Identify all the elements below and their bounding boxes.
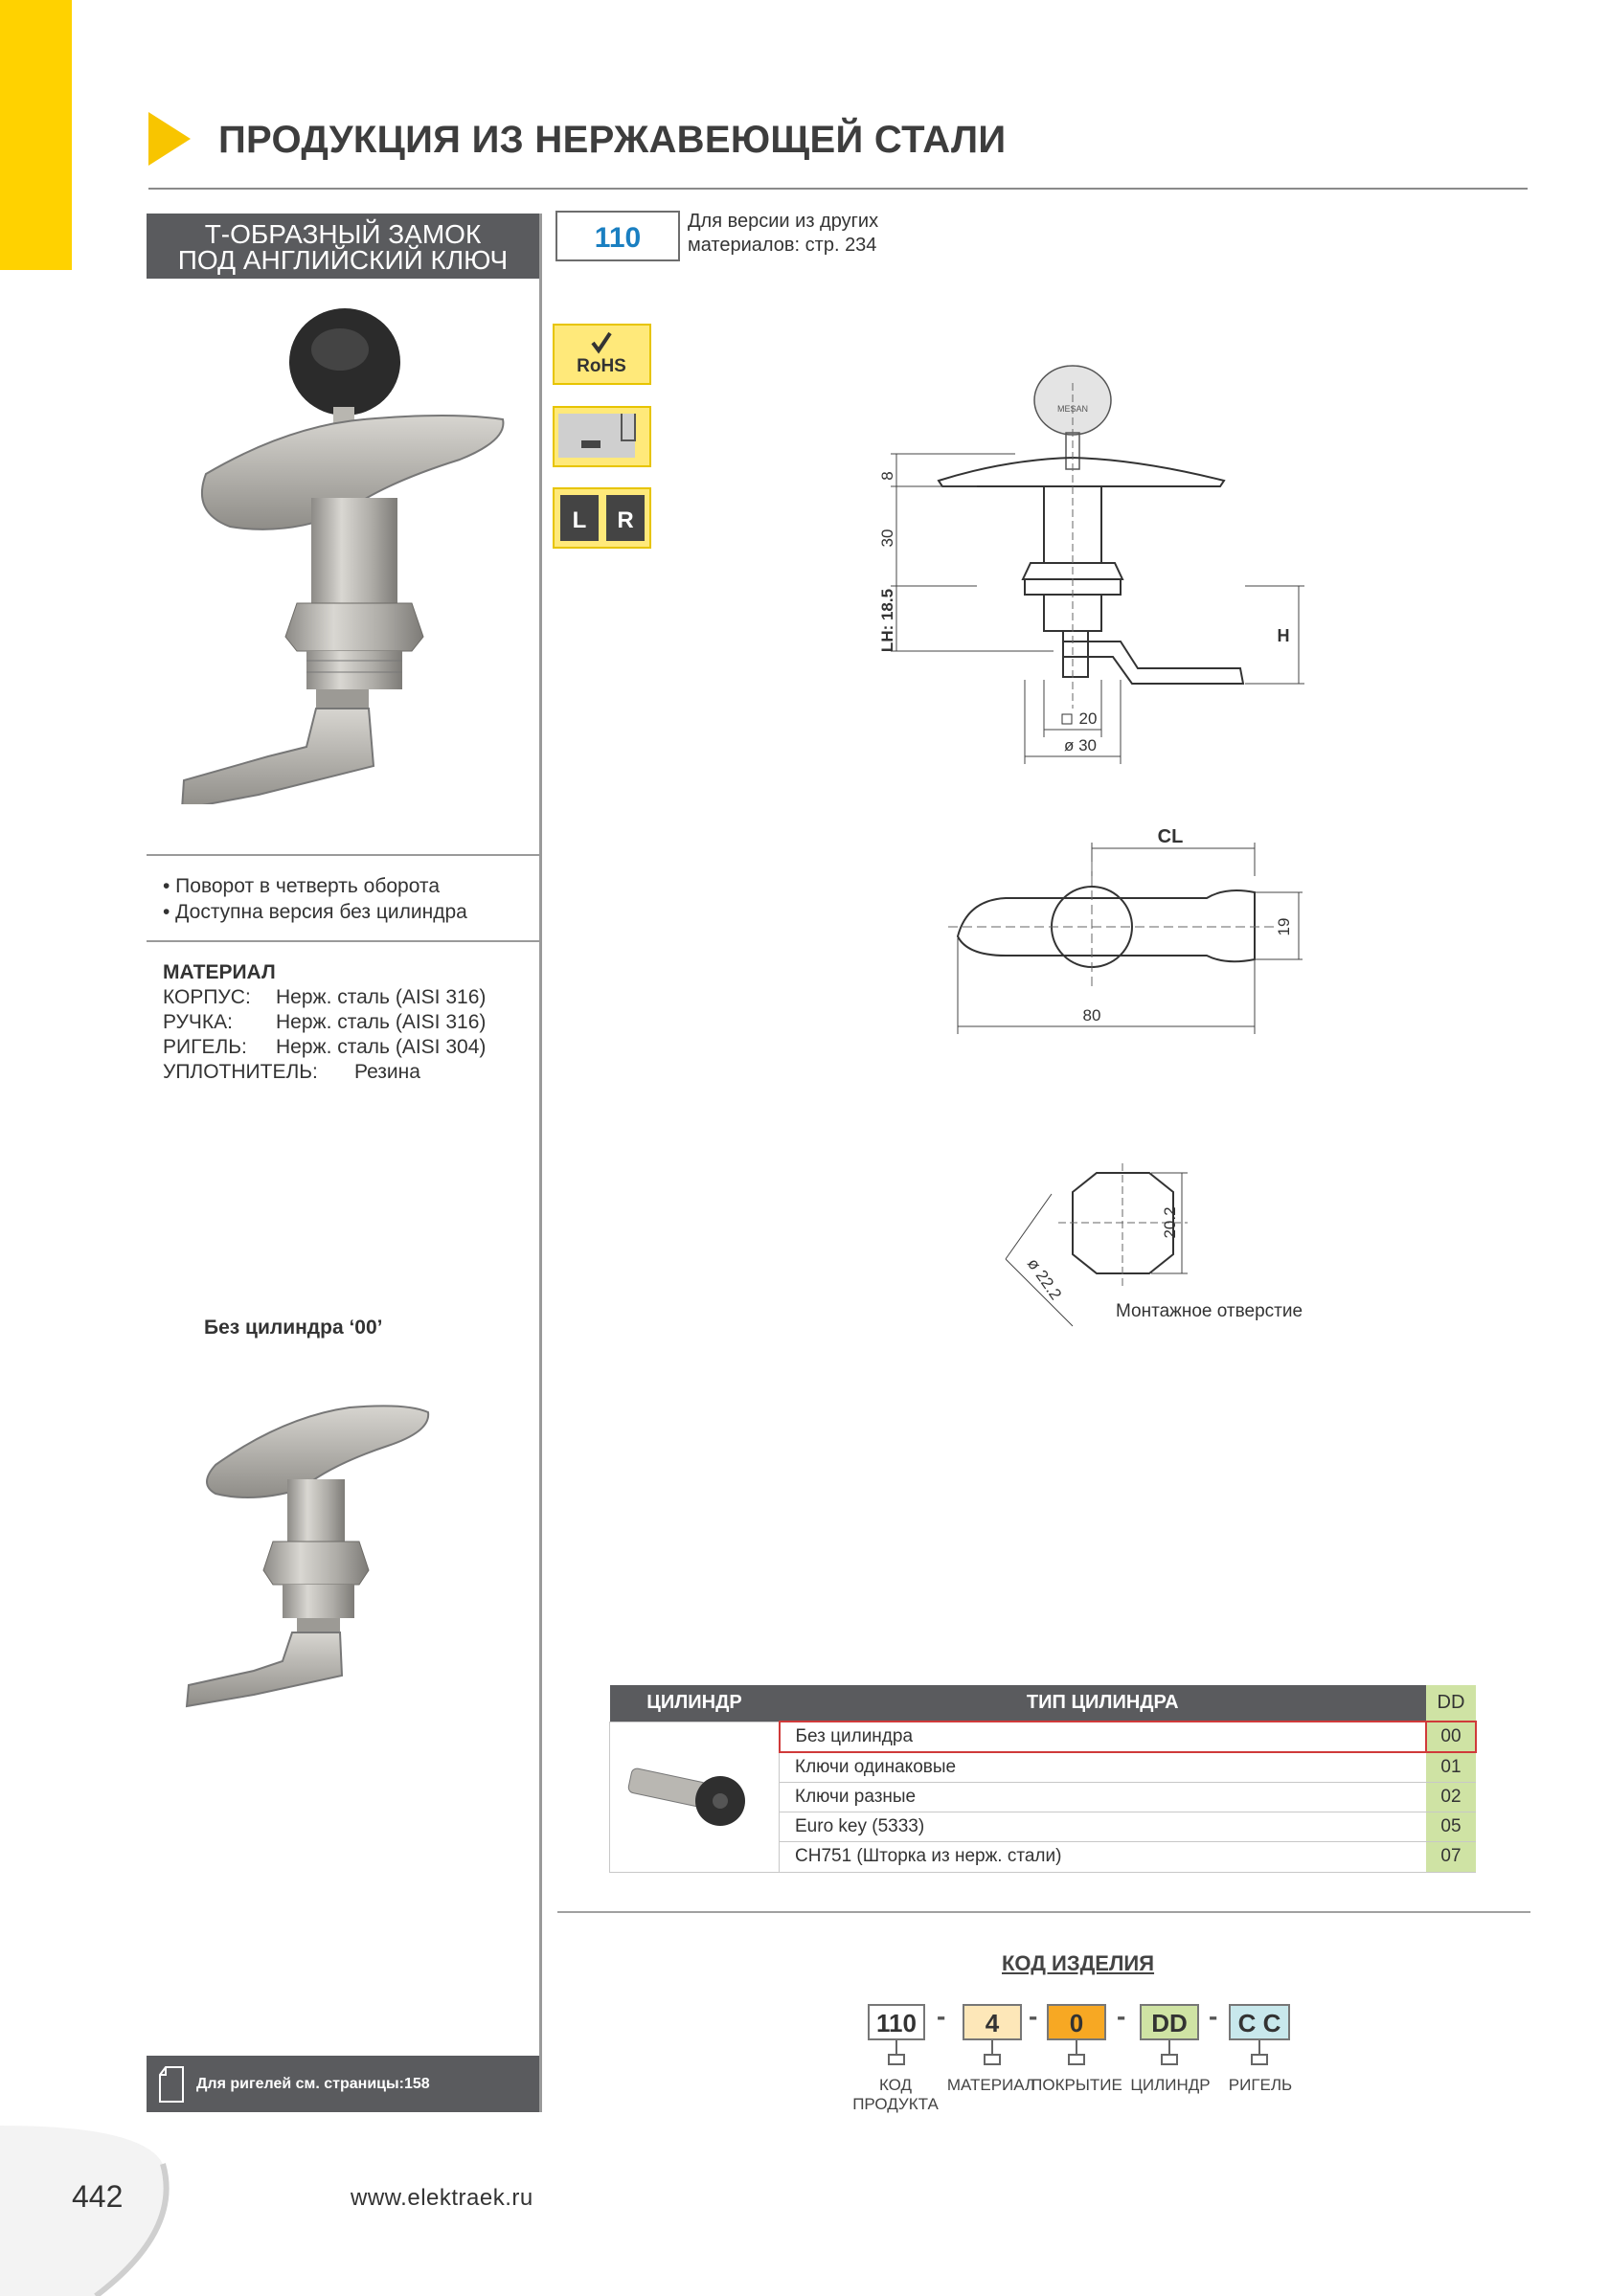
connector-foot [888, 2054, 905, 2065]
cylinder-image-cell [610, 1722, 780, 1872]
panel-mount-icon [555, 408, 649, 465]
code-dash: - [1029, 2001, 1038, 2031]
material-row [163, 1035, 486, 1060]
note-line2: материалов: стр. 234 [688, 235, 877, 256]
code-box-bolt: C C [1229, 2004, 1290, 2040]
page-number: 442 [72, 2179, 124, 2214]
code-dash: - [1117, 2001, 1126, 2031]
code-box-cylinder: DD [1140, 2004, 1199, 2040]
cylinder-code-cell: 02 [1426, 1783, 1476, 1812]
dim-square-20: 20 [1078, 709, 1098, 728]
cylinder-type-cell: Ключи одинаковые [780, 1752, 1427, 1783]
cylinder-type-cell: Ключи разные [780, 1783, 1427, 1812]
product-photo-with-key [172, 306, 517, 804]
code-label-product [848, 2076, 943, 2114]
product-photo-no-cylinder [177, 1398, 445, 1714]
code-label-line2: ПРОДУКТА [852, 2095, 939, 2113]
separator [147, 940, 539, 942]
bolts-reference-text: Для ригелей см. страницы:158 [196, 2076, 430, 2092]
dim-diameter-30: ø 30 [1063, 736, 1098, 754]
code-label-coating: ПОКРЫТИЕ [1031, 2076, 1122, 2094]
document-icon [158, 2065, 185, 2104]
bolts-reference-bar[interactable] [147, 2056, 539, 2112]
rohs-badge [553, 324, 651, 385]
connector-foot [1161, 2054, 1178, 2065]
material-row [163, 985, 486, 1010]
table-row[interactable] [610, 1722, 1477, 1752]
separator [147, 854, 539, 856]
title-arrow-icon [148, 112, 191, 166]
left-right-icon [555, 489, 649, 547]
cylinder-code-cell: 07 [1426, 1842, 1476, 1872]
code-dash: - [937, 2001, 946, 2031]
no-cylinder-label: Без цилиндра ‘00’ [204, 1317, 383, 1339]
key-brand: MESAN [1056, 404, 1089, 414]
product-name-header [147, 214, 539, 279]
dim-cl: CL [1157, 826, 1184, 847]
material-row [163, 1010, 486, 1035]
dim-19: 19 [1275, 917, 1293, 936]
material-key: РУЧКА: [163, 1011, 233, 1033]
code-dash: - [1209, 2001, 1218, 2031]
dim-30: 30 [878, 529, 896, 548]
cylinder-table [609, 1685, 1477, 1873]
cylinder-type-cell: Euro key (5333) [780, 1812, 1427, 1842]
cylinder-photo [610, 1722, 778, 1866]
section-divider [557, 1911, 1530, 1913]
website-link[interactable]: www.elektraek.ru [351, 2185, 533, 2211]
cylinder-type-cell: CH751 (Шторка из нерж. стали) [780, 1842, 1427, 1872]
panel-mount-badge [553, 406, 651, 467]
product-code-box: 110 [555, 211, 680, 261]
title-divider [148, 188, 1528, 190]
cylinder-code-cell: 05 [1426, 1812, 1476, 1842]
material-value: Нерж. сталь (AISI 316) [276, 1011, 487, 1033]
material-key: РИГЕЛЬ: [163, 1036, 247, 1058]
code-label-cylinder: ЦИЛИНДР [1130, 2076, 1211, 2094]
left-right-badge [553, 487, 651, 549]
material-value: Нерж. сталь (AISI 316) [276, 986, 487, 1008]
code-box-product: 110 [868, 2004, 925, 2040]
left-label: L [572, 507, 587, 533]
rohs-text: RoHS [577, 356, 626, 376]
code-label-material: МАТЕРИАЛ [946, 2076, 1036, 2094]
code-box-material: 4 [963, 2004, 1022, 2040]
product-name-line1: Т-ОБРАЗНЫЙ ЗАМОК [204, 219, 482, 249]
dim-8: 8 [878, 471, 896, 481]
code-label-bolt: РИГЕЛЬ [1228, 2076, 1293, 2094]
product-name-line2: ПОД АНГЛИЙСКИЙ КЛЮЧ [177, 245, 509, 275]
material-value: Нерж. сталь (AISI 304) [276, 1036, 487, 1058]
material-key: УПЛОТНИТЕЛЬ: [163, 1061, 318, 1083]
dim-diameter-22-2: ø 22.2 [1023, 1254, 1066, 1304]
yellow-corner-tab [0, 0, 72, 270]
cylinder-code-cell: 01 [1426, 1752, 1476, 1783]
top-view-drawing [939, 823, 1322, 1039]
dim-20-2: 20.2 [1161, 1206, 1179, 1239]
page-title: ПРОДУКЦИЯ ИЗ НЕРЖАВЕЮЩЕЙ СТАЛИ [218, 119, 1007, 161]
feature-item: • Доступна версия без цилиндра [163, 901, 467, 923]
connector-foot [1068, 2054, 1085, 2065]
connector-foot [984, 2054, 1001, 2065]
feature-item: • Поворот в четверть оборота [163, 875, 440, 897]
material-key: КОРПУС: [163, 986, 251, 1008]
right-label: R [617, 507, 634, 533]
material-block [163, 960, 486, 1085]
feature-list [163, 873, 467, 925]
note-line1: Для версии из других [688, 211, 879, 232]
cam-bolt [182, 709, 374, 804]
connector-foot [1251, 2054, 1268, 2065]
other-materials-note [688, 210, 878, 258]
dim-h: H [1277, 626, 1290, 645]
cylinder-code-cell: 00 [1426, 1722, 1476, 1752]
material-title: МАТЕРИАЛ [163, 961, 276, 983]
col-header-cylinder: ЦИЛИНДР [610, 1685, 780, 1722]
dim-80: 80 [1082, 1006, 1101, 1024]
col-header-cylinder-type: ТИП ЦИЛИНДРА [780, 1685, 1427, 1722]
product-code-title: КОД ИЗДЕЛИЯ [1002, 1951, 1155, 1975]
material-value: Резина [354, 1061, 420, 1083]
dim-lh: LH: 18.5 [878, 588, 896, 653]
mounting-hole-label: Монтажное отверстие [1116, 1301, 1303, 1321]
rohs-icon [555, 326, 649, 383]
col-header-dd: DD [1426, 1685, 1476, 1722]
mounting-hole-drawing [967, 1163, 1350, 1345]
material-row [163, 1060, 486, 1085]
code-label-line1: КОД [878, 2076, 913, 2094]
side-view-drawing [862, 364, 1322, 766]
code-box-coating: 0 [1047, 2004, 1106, 2040]
cylinder-type-cell: Без цилиндра [780, 1722, 1427, 1752]
